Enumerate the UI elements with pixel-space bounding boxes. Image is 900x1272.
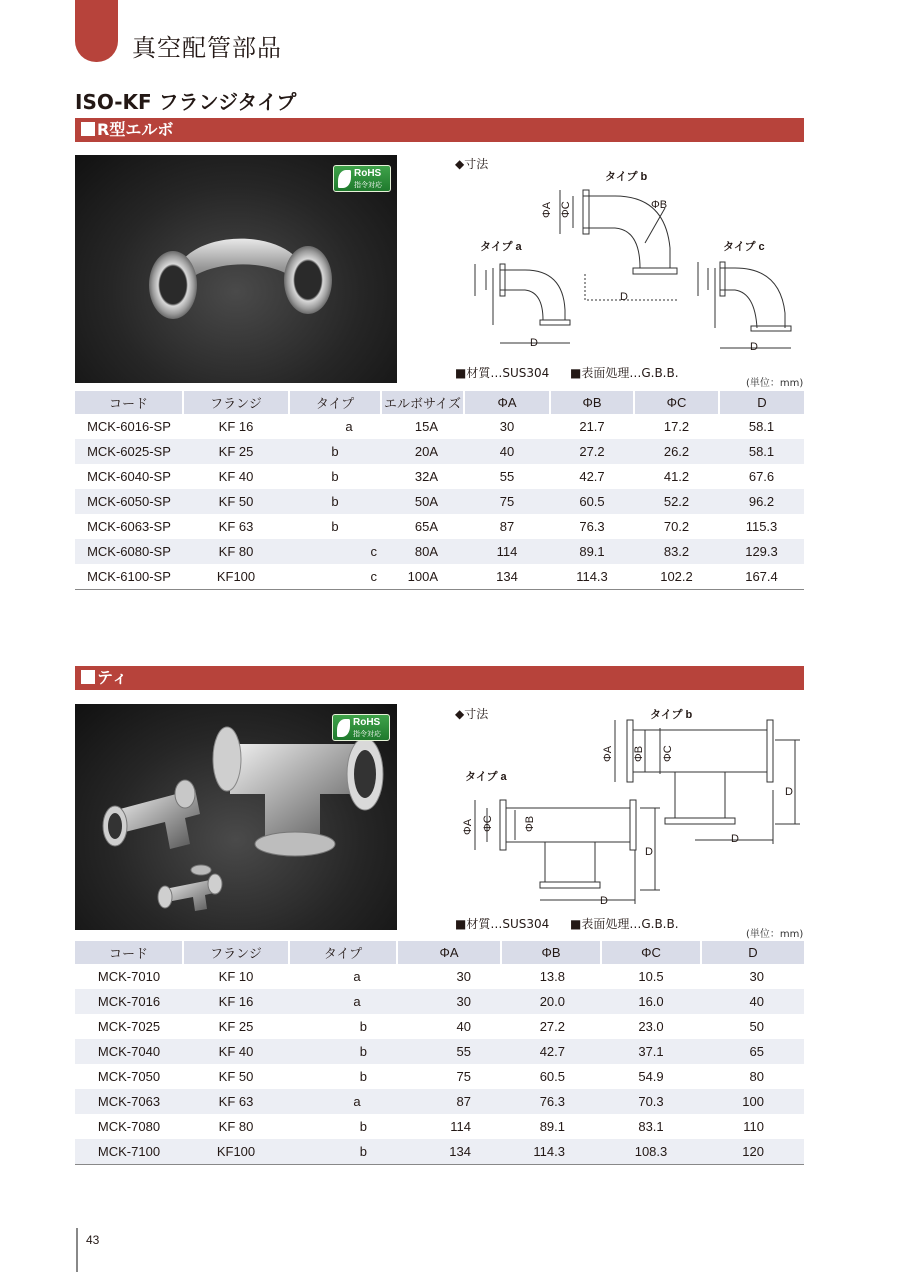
cell-type: b — [289, 489, 381, 514]
cell-phia: 55 — [397, 1039, 501, 1064]
cell-type: b — [359, 1119, 367, 1134]
cell-phic: 23.0 — [638, 1019, 664, 1034]
cell-type: a — [345, 419, 353, 434]
cell-phia: 55 — [499, 469, 515, 484]
cell-code: MCK-6050-SP — [75, 489, 183, 514]
cell-phic: 26.2 — [634, 439, 719, 464]
table-row — [75, 1114, 804, 1139]
cell-phic: 108.3 — [601, 1139, 701, 1164]
cell-size: 32A — [414, 469, 438, 484]
cell-phib: 89.1 — [550, 539, 634, 564]
cell-phia: 40 — [464, 439, 550, 464]
cell-type: b — [289, 1139, 397, 1164]
rohs-subtext: 指令対応 — [354, 182, 382, 189]
cell-phib: 76.3 — [579, 519, 605, 534]
cell-phib: 114.3 — [550, 564, 634, 589]
cell-type: a — [353, 969, 361, 984]
elbow-dimension-label: ◆寸法 — [455, 157, 489, 171]
elbow-diagram-d-a: D — [530, 337, 538, 349]
cell-flange: KF 50 — [218, 1069, 254, 1084]
cell-flange: KF100 — [183, 564, 289, 589]
cell-phia: 30 — [499, 419, 515, 434]
cell-code: MCK-6040-SP — [87, 469, 171, 484]
col-header: タイプ — [289, 391, 381, 414]
cell-d: 100 — [701, 1089, 804, 1114]
cell-phia: 134 — [397, 1139, 501, 1164]
table-row — [75, 439, 804, 464]
cell-phia: 87 — [397, 1089, 501, 1114]
cell-code: MCK-7040 — [75, 1039, 183, 1064]
cell-phia: 114 — [464, 539, 550, 564]
col-header: ΦC — [601, 941, 701, 964]
tee-photo — [75, 704, 397, 930]
tee-diagram-phib-b: ΦB — [633, 745, 645, 762]
tee-dimension-diagram — [455, 700, 805, 912]
cell-phib: 76.3 — [501, 1089, 601, 1114]
rohs-badge — [333, 165, 391, 192]
cell-flange: KF 63 — [218, 519, 254, 534]
col-header: ΦA — [397, 941, 501, 964]
cell-phib: 27.2 — [539, 1019, 565, 1034]
cell-phib: 60.5 — [539, 1069, 565, 1084]
tee-diagram-phib: ΦB — [524, 815, 536, 832]
page-number: 43 — [86, 1233, 100, 1247]
cell-phib: 42.7 — [579, 469, 605, 484]
cell-phic: 83.1 — [638, 1119, 664, 1134]
cell-d: 115.3 — [745, 519, 778, 534]
cell-phib: 20.0 — [501, 989, 601, 1014]
elbow-diagram-type-b: タイプ b — [605, 171, 648, 183]
cell-type: b — [289, 439, 381, 464]
table-row — [75, 1064, 804, 1089]
cell-phia: 30 — [456, 969, 471, 984]
cell-phib: 114.3 — [501, 1139, 601, 1164]
cell-d: 96.2 — [719, 489, 804, 514]
elbow-diagram-type-a: タイプ a — [480, 241, 522, 253]
cell-code: MCK-7063 — [75, 1089, 183, 1114]
table-row — [75, 514, 804, 539]
cell-phia: 114 — [450, 1119, 471, 1134]
tee-diagram-phia: ΦA — [462, 818, 474, 835]
cell-flange: KF100 — [183, 1139, 289, 1164]
cell-phic: 102.2 — [634, 564, 719, 589]
elbow-material: ■材質…SUS304 — [455, 366, 550, 380]
cell-flange: KF 63 — [183, 1089, 289, 1114]
rohs-subtext: 指令対応 — [353, 731, 381, 738]
section-bar-tee — [75, 666, 804, 690]
table-row — [75, 464, 804, 489]
tee-diagram-phia-b: ΦA — [602, 745, 614, 762]
cell-phic: 41.2 — [663, 469, 690, 484]
cell-type: c — [289, 564, 381, 589]
cell-type: b — [359, 1069, 367, 1084]
cell-flange: KF 50 — [183, 489, 289, 514]
tee-material: ■材質…SUS304 — [455, 917, 550, 931]
section-bar-elbow — [75, 118, 804, 142]
cell-phic: 83.2 — [634, 539, 719, 564]
rohs-badge — [332, 714, 390, 741]
cell-phib: 13.8 — [539, 969, 565, 984]
cell-type: b — [289, 1039, 397, 1064]
cell-d: 110 — [743, 1119, 764, 1134]
cell-phib: 89.1 — [539, 1119, 565, 1134]
cell-d: 40 — [701, 989, 804, 1014]
col-header: フランジ — [183, 941, 289, 964]
cell-d: 120 — [701, 1139, 804, 1164]
cell-flange: KF 40 — [218, 469, 254, 484]
cell-d: 58.1 — [719, 439, 804, 464]
elbow-diagram-phia: ΦA — [541, 201, 553, 218]
tee-dimension-label: ◆寸法 — [455, 707, 489, 721]
cell-d: 167.4 — [719, 564, 804, 589]
page-subtitle: ISO-KF フランジタイプ — [75, 90, 297, 114]
rohs-text: RoHS — [353, 717, 381, 728]
cell-code: MCK-6080-SP — [75, 539, 183, 564]
tee-diagram-d-a: D — [645, 846, 653, 858]
elbow-spec-table — [75, 391, 804, 590]
elbow-diagram-d-c: D — [750, 341, 758, 353]
cell-phia: 134 — [464, 564, 550, 589]
cell-code: MCK-7080 — [97, 1119, 161, 1134]
cell-type: b — [331, 469, 339, 484]
section-title-tee: ティ — [97, 668, 128, 687]
cell-flange: KF 16 — [218, 419, 254, 434]
table-row — [75, 1139, 804, 1164]
cell-d: 50 — [749, 1019, 764, 1034]
leaf-icon — [337, 719, 350, 737]
cell-code: MCK-7050 — [97, 1069, 161, 1084]
cell-phib: 60.5 — [550, 489, 634, 514]
cell-size: 65A — [414, 519, 438, 534]
cell-type: a — [289, 1089, 397, 1114]
elbow-unit: (単位：mm) — [746, 378, 804, 389]
col-header: フランジ — [183, 391, 289, 414]
cell-phia: 30 — [397, 989, 501, 1014]
cell-d: 30 — [749, 969, 764, 984]
table-row — [75, 1014, 804, 1039]
cell-code: MCK-6016-SP — [87, 419, 171, 434]
col-header: ΦB — [550, 391, 634, 414]
cell-size: 50A — [381, 489, 464, 514]
tee-diagram-phic: ΦC — [482, 815, 494, 832]
cell-code: MCK-6025-SP — [75, 439, 183, 464]
table-row — [75, 539, 804, 564]
col-header: D — [719, 391, 804, 414]
leaf-icon — [338, 170, 351, 188]
tee-spec-table — [75, 941, 804, 1165]
header-tab — [75, 0, 118, 62]
cell-phib: 27.2 — [550, 439, 634, 464]
section-title-elbow: R型エルボ — [97, 120, 174, 139]
col-header: ΦA — [464, 391, 550, 414]
tee-diagram-d-b: D — [731, 833, 739, 845]
cell-size: 100A — [381, 564, 464, 589]
cell-d: 58.1 — [748, 419, 775, 434]
square-bullet-icon — [81, 670, 95, 684]
elbow-diagram-phic: ΦC — [560, 201, 572, 218]
cell-type: c — [289, 539, 381, 564]
table-row — [75, 1039, 804, 1064]
elbow-diagram-phib: ΦB — [651, 199, 668, 211]
col-header: コード — [75, 391, 183, 414]
page-number-bar — [76, 1228, 78, 1272]
elbow-photo — [75, 155, 397, 383]
cell-flange: KF 25 — [183, 439, 289, 464]
cell-flange: KF 80 — [218, 1119, 254, 1134]
table-row — [75, 414, 804, 439]
elbow-diagram-d-b: D — [620, 291, 628, 303]
tee-diagram-phic-b: ΦC — [662, 745, 674, 762]
cell-flange: KF 40 — [183, 1039, 289, 1064]
cell-phic: 10.5 — [638, 969, 664, 984]
cell-flange: KF 10 — [218, 969, 254, 984]
cell-code: MCK-6063-SP — [87, 519, 171, 534]
tee-unit: (単位：mm) — [746, 929, 804, 940]
table-row — [75, 489, 804, 514]
col-header: タイプ — [289, 941, 397, 964]
cell-phic: 52.2 — [634, 489, 719, 514]
col-header: ΦB — [501, 941, 601, 964]
cell-flange: KF 80 — [183, 539, 289, 564]
cell-phia: 40 — [456, 1019, 471, 1034]
elbow-finish: ■表面処理…G.B.B. — [570, 366, 679, 380]
cell-flange: KF 16 — [183, 989, 289, 1014]
cell-phia: 87 — [499, 519, 515, 534]
cell-phib: 21.7 — [579, 419, 605, 434]
elbow-dimension-diagram — [455, 168, 805, 358]
cell-phia: 75 — [464, 489, 550, 514]
table-row — [75, 964, 804, 989]
cell-type: b — [331, 519, 339, 534]
cell-size: 20A — [381, 439, 464, 464]
col-header: D — [701, 941, 804, 964]
rohs-text: RoHS — [354, 168, 382, 179]
cell-phia: 75 — [456, 1069, 471, 1084]
tee-diagram-type-a: タイプ a — [465, 771, 507, 783]
cell-size: 80A — [381, 539, 464, 564]
cell-code: MCK-7025 — [97, 1019, 161, 1034]
cell-flange: KF 25 — [218, 1019, 254, 1034]
cell-d: 65 — [701, 1039, 804, 1064]
col-header: エルボサイズ — [381, 391, 464, 414]
col-header: ΦC — [634, 391, 719, 414]
cell-d: 67.6 — [748, 469, 775, 484]
table-row — [75, 564, 804, 589]
tee-diagram-type-b: タイプ b — [650, 709, 693, 721]
cell-code: MCK-7010 — [97, 969, 161, 984]
cell-phic: 37.1 — [601, 1039, 701, 1064]
cell-size: 15A — [414, 419, 438, 434]
cell-phic: 54.9 — [638, 1069, 664, 1084]
cell-type: a — [289, 989, 397, 1014]
table-header-row — [75, 941, 804, 964]
cell-phic: 70.3 — [601, 1089, 701, 1114]
square-bullet-icon — [81, 122, 95, 136]
page-title: 真空配管部品 — [132, 34, 282, 62]
cell-code: MCK-6100-SP — [75, 564, 183, 589]
col-header: コード — [75, 941, 183, 964]
cell-phic: 17.2 — [663, 419, 690, 434]
cell-code: MCK-7100 — [75, 1139, 183, 1164]
cell-phic: 70.2 — [663, 519, 690, 534]
cell-phic: 16.0 — [601, 989, 701, 1014]
table-header-row — [75, 391, 804, 414]
cell-code: MCK-7016 — [75, 989, 183, 1014]
cell-type: b — [359, 1019, 367, 1034]
cell-d: 129.3 — [719, 539, 804, 564]
table-row — [75, 989, 804, 1014]
tee-diagram-d-b2: D — [785, 786, 793, 798]
table-row — [75, 1089, 804, 1114]
tee-finish: ■表面処理…G.B.B. — [570, 917, 679, 931]
cell-phib: 42.7 — [501, 1039, 601, 1064]
elbow-diagram-type-c: タイプ c — [723, 241, 765, 253]
cell-d: 80 — [749, 1069, 764, 1084]
tee-diagram-d-a2: D — [600, 895, 608, 907]
